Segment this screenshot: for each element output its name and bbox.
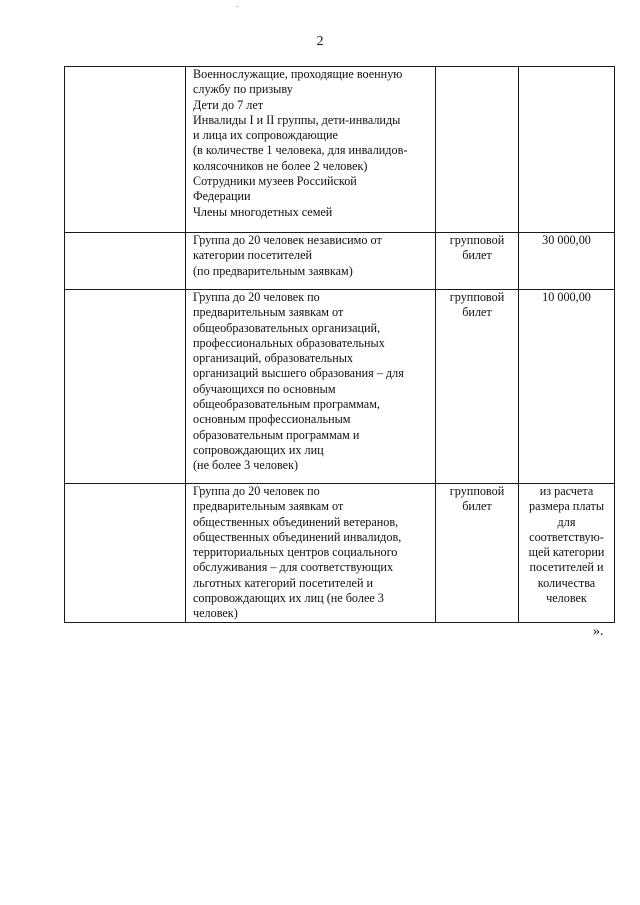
scan-speck [236, 6, 238, 7]
text-line: сопровождающих их лиц (не более 3 [193, 591, 384, 606]
text-line: билет [462, 305, 492, 320]
text-line: организаций высшего образования – для [193, 366, 404, 381]
text-line: (в количестве 1 человека, для инвалидов- [193, 143, 408, 158]
table-row [65, 290, 615, 484]
text-line: групповой [449, 290, 505, 304]
text-line: обслуживания – для соответствующих [193, 560, 394, 575]
text-line: Группа до 20 человек независимо от [193, 233, 382, 247]
text-line: посетителей и [529, 560, 604, 575]
text-line: групповой [449, 484, 505, 498]
text-line: Военнослужащие, проходящие военную [193, 67, 403, 81]
text-line: обучающихся по основным [193, 381, 336, 396]
text-line: для [557, 514, 576, 529]
ticket-type-cell [436, 290, 519, 484]
text-line: Члены многодетных семей [193, 204, 333, 219]
closing-quote-mark: ». [593, 624, 604, 639]
text-line: (не более 3 человек) [193, 458, 299, 473]
text-line: общеобразовательных организаций, [193, 320, 381, 335]
text-line: территориальных центров социального [193, 545, 398, 560]
page-number: 2 [316, 34, 324, 49]
text-line: (по предварительным заявкам) [193, 263, 353, 278]
text-line: Сотрудники музеев Российской [193, 174, 357, 189]
category-cell [186, 233, 436, 290]
price-cell [519, 233, 615, 290]
table-row [65, 484, 615, 623]
text-line: групповой [449, 233, 505, 247]
text-line: 30 000,00 [542, 233, 591, 247]
text-line: организаций, образовательных [193, 351, 354, 366]
price-cell [519, 67, 615, 233]
price-cell [519, 484, 615, 623]
text-line: льготных категорий посетителей и [193, 575, 374, 590]
table-row [65, 67, 615, 233]
empty-cell [65, 233, 186, 290]
ticket-type-cell [436, 233, 519, 290]
text-line: билет [462, 499, 492, 514]
text-line: предварительным заявкам от [193, 305, 344, 320]
empty-cell [65, 67, 186, 233]
ticket-type-cell [436, 484, 519, 623]
text-line: из расчета [539, 484, 594, 498]
text-line: человек) [193, 606, 238, 621]
text-line: основным профессиональным [193, 412, 351, 427]
category-cell [186, 290, 436, 484]
empty-cell [65, 484, 186, 623]
text-line: службу по призыву [193, 82, 293, 97]
tariff-table [64, 66, 615, 623]
text-line: общественных объединений ветеранов, [193, 514, 399, 529]
text-line: количества [537, 575, 596, 590]
text-line: общественных объединений инвалидов, [193, 529, 402, 544]
text-line: билет [462, 248, 492, 263]
text-line: сопровождающих их лиц [193, 442, 324, 457]
empty-cell [65, 290, 186, 484]
text-line: Группа до 20 человек по [193, 484, 320, 498]
text-line: 10 000,00 [542, 290, 591, 304]
text-line: соответствую- [529, 529, 604, 544]
text-line: человек [546, 591, 587, 606]
price-cell [519, 290, 615, 484]
text-line: Федерации [193, 189, 251, 204]
text-line: предварительным заявкам от [193, 499, 344, 514]
text-line: щей категории [528, 545, 605, 560]
ticket-type-cell [436, 67, 519, 233]
category-cell [186, 484, 436, 623]
text-line: общеобразовательным программам, [193, 397, 380, 412]
text-line: Дети до 7 лет [193, 97, 264, 112]
text-line: колясочников не более 2 человек) [193, 158, 368, 173]
text-line: размера платы [528, 499, 605, 514]
category-cell [186, 67, 436, 233]
text-line: профессиональных образовательных [193, 335, 385, 350]
text-line: Группа до 20 человек по [193, 290, 320, 304]
table-row [65, 233, 615, 290]
text-line: категории посетителей [193, 248, 313, 263]
text-line: Инвалиды I и II группы, дети-инвалиды [193, 112, 401, 127]
text-line: и лица их сопровождающие [193, 128, 338, 143]
text-line: образовательным программам и [193, 427, 360, 442]
